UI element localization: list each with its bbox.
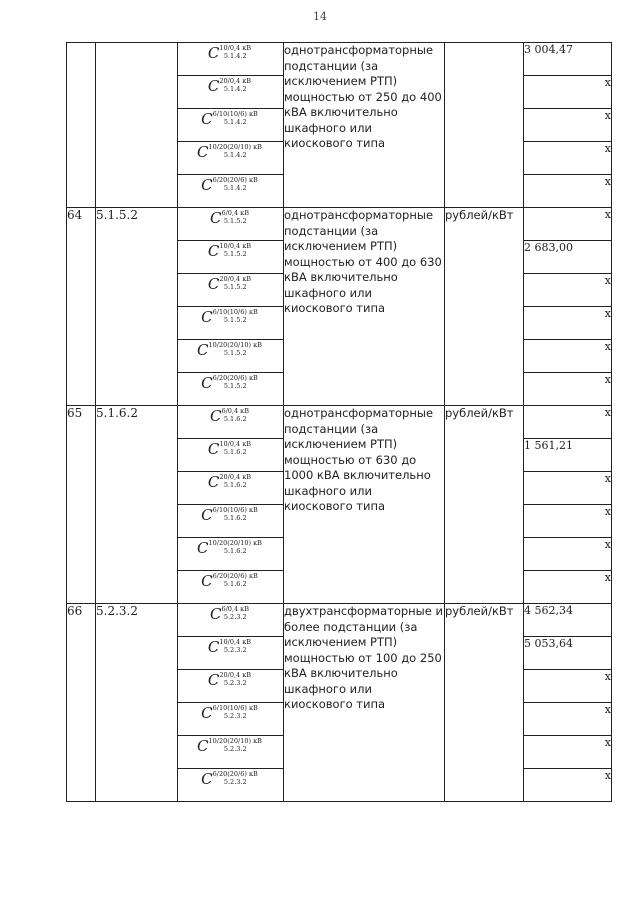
formula-symbol (201, 706, 260, 721)
formula-cell (178, 274, 284, 307)
formula-symbol (197, 343, 264, 358)
formula-voltage: 10/20(20/10) кВ (208, 737, 262, 745)
formula-voltage: 10/0,4 кВ (219, 440, 252, 448)
formula-letter: C (197, 737, 209, 755)
page-number: 14 (313, 10, 327, 23)
rate-value-cell: x (524, 274, 612, 307)
item-code-cell: 5.1.6.2 (96, 406, 178, 604)
tariff-table-body (67, 43, 612, 802)
formula-index: 5.1.6.2 (223, 580, 247, 588)
formula-indices (219, 275, 251, 291)
rate-value-cell: x (524, 538, 612, 571)
table-row (67, 43, 612, 76)
rate-value-cell: x (524, 769, 612, 802)
formula-indices (221, 605, 249, 621)
formula-symbol (208, 79, 253, 94)
rate-value-cell: x (524, 109, 612, 142)
formula-letter: C (201, 506, 213, 524)
rate-value-cell: x (524, 307, 612, 340)
formula-voltage: 20/0,4 кВ (219, 671, 252, 679)
item-number-cell (67, 43, 96, 208)
formula-letter: C (197, 539, 209, 557)
formula-letter: C (209, 209, 222, 227)
formula-voltage: 20/0,4 кВ (219, 275, 252, 283)
formula-cell (178, 241, 284, 274)
formula-symbol (201, 310, 260, 325)
formula-indices (219, 44, 251, 60)
formula-indices (219, 671, 251, 687)
formula-index: 5.1.4.2 (223, 118, 247, 126)
formula-cell (178, 109, 284, 142)
formula-voltage: 6/20(20/6) кВ (212, 374, 258, 382)
formula-voltage: 6/10(10/6) кВ (212, 704, 258, 712)
formula-index: 5.1.5.2 (223, 250, 247, 258)
formula-letter: C (197, 341, 209, 359)
formula-symbol (210, 409, 251, 424)
rate-value-cell: x (524, 736, 612, 769)
formula-voltage: 6/20(20/6) кВ (212, 572, 258, 580)
formula-letter: C (207, 44, 220, 62)
rate-value-cell: x (524, 76, 612, 109)
formula-indices (221, 407, 249, 423)
formula-indices (221, 209, 249, 225)
rate-value-cell: 5 053,64 (524, 637, 612, 670)
formula-letter: C (197, 143, 209, 161)
formula-voltage: 6/20(20/6) кВ (212, 176, 258, 184)
formula-indices (219, 473, 251, 489)
formula-voltage: 10/20(20/10) кВ (208, 539, 262, 547)
rate-value-cell: x (524, 373, 612, 406)
formula-index: 5.2.3.2 (223, 646, 247, 654)
rate-value-cell: x (524, 670, 612, 703)
rate-value-cell: 4 562,34 (524, 604, 612, 637)
formula-symbol (201, 112, 260, 127)
rate-value-cell: x (524, 340, 612, 373)
formula-letter: C (207, 671, 220, 689)
formula-index: 5.2.3.2 (223, 712, 247, 720)
unit-cell: рублей/кВт (445, 406, 524, 604)
formula-cell (178, 439, 284, 472)
description-cell: двухтрансформаторные и более подстанции (за исключением РТП) мощностью от 100 до 250 кВА включительно шкафного или киоскового типа (284, 604, 445, 802)
formula-letter: C (201, 176, 213, 194)
description-cell: однотрансформаторные подстанции (за исключением РТП) мощностью от 250 до 400 кВА включительно шкафного или киоскового типа (284, 43, 445, 208)
formula-indices (209, 143, 262, 159)
formula-voltage: 6/0,4 кВ (221, 209, 250, 217)
rate-value-cell: 3 004,47 (524, 43, 612, 76)
rate-value-cell: x (524, 571, 612, 604)
formula-indices (213, 176, 258, 192)
formula-symbol (201, 772, 260, 787)
formula-index: 5.1.6.2 (223, 481, 247, 489)
formula-letter: C (207, 242, 220, 260)
formula-cell (178, 406, 284, 439)
formula-cell (178, 538, 284, 571)
description-cell: однотрансформаторные подстанции (за исключением РТП) мощностью от 630 до 1000 кВА включительно шкафного или киоскового типа (284, 406, 445, 604)
formula-indices (213, 704, 258, 720)
formula-index: 5.2.3.2 (223, 679, 247, 687)
tariff-table (66, 42, 612, 802)
formula-letter: C (201, 110, 213, 128)
formula-cell (178, 736, 284, 769)
formula-cell (178, 373, 284, 406)
rate-value-cell: x (524, 142, 612, 175)
formula-cell (178, 76, 284, 109)
rate-value-cell: x (524, 208, 612, 241)
formula-cell (178, 505, 284, 538)
formula-voltage: 10/20(20/10) кВ (208, 143, 262, 151)
formula-letter: C (209, 407, 222, 425)
formula-letter: C (207, 77, 220, 95)
item-code-cell: 5.2.3.2 (96, 604, 178, 802)
formula-index: 5.1.6.2 (223, 547, 247, 555)
table-row (67, 604, 612, 637)
formula-symbol (201, 376, 260, 391)
formula-symbol (201, 178, 260, 193)
formula-indices (213, 572, 258, 588)
formula-voltage: 6/10(10/6) кВ (212, 308, 258, 316)
formula-indices (209, 737, 262, 753)
formula-index: 5.1.5.2 (223, 349, 247, 357)
formula-cell (178, 340, 284, 373)
item-code-cell: 5.1.5.2 (96, 208, 178, 406)
formula-cell (178, 703, 284, 736)
rate-value-cell: x (524, 175, 612, 208)
formula-letter: C (207, 473, 220, 491)
unit-cell: рублей/кВт (445, 604, 524, 802)
formula-voltage: 10/0,4 кВ (219, 242, 252, 250)
formula-symbol (210, 607, 251, 622)
table-row (67, 406, 612, 439)
formula-indices (213, 374, 258, 390)
formula-index: 5.2.3.2 (223, 778, 247, 786)
formula-symbol (210, 211, 251, 226)
formula-letter: C (201, 770, 213, 788)
formula-voltage: 20/0,4 кВ (219, 77, 252, 85)
formula-index: 5.1.4.2 (223, 85, 247, 93)
formula-cell (178, 43, 284, 76)
formula-index: 5.2.3.2 (223, 745, 247, 753)
formula-indices (213, 506, 258, 522)
formula-voltage: 10/20(20/10) кВ (208, 341, 262, 349)
formula-index: 5.2.3.2 (223, 613, 247, 621)
formula-index: 5.1.5.2 (223, 316, 247, 324)
rate-value-cell: 1 561,21 (524, 439, 612, 472)
unit-cell: рублей/кВт (445, 208, 524, 406)
formula-index: 5.1.4.2 (223, 151, 247, 159)
formula-index: 5.1.5.2 (223, 283, 247, 291)
formula-indices (219, 242, 251, 258)
formula-cell (178, 307, 284, 340)
formula-symbol (208, 475, 253, 490)
formula-symbol (201, 508, 260, 523)
formula-letter: C (201, 704, 213, 722)
formula-symbol (197, 739, 264, 754)
formula-index: 5.1.6.2 (223, 415, 247, 423)
formula-cell (178, 175, 284, 208)
formula-indices (213, 770, 258, 786)
item-number-cell: 64 (67, 208, 96, 406)
formula-indices (219, 77, 251, 93)
formula-letter: C (207, 440, 220, 458)
formula-voltage: 6/0,4 кВ (221, 605, 250, 613)
formula-cell (178, 769, 284, 802)
formula-voltage: 20/0,4 кВ (219, 473, 252, 481)
formula-cell (178, 604, 284, 637)
formula-index: 5.1.6.2 (223, 448, 247, 456)
formula-indices (213, 308, 258, 324)
rate-value-cell: x (524, 406, 612, 439)
formula-letter: C (209, 605, 222, 623)
formula-letter: C (207, 275, 220, 293)
formula-indices (219, 440, 251, 456)
formula-index: 5.1.5.2 (223, 382, 247, 390)
formula-voltage: 6/10(10/6) кВ (212, 110, 258, 118)
formula-letter: C (207, 638, 220, 656)
formula-symbol (197, 145, 264, 160)
formula-index: 5.1.6.2 (223, 514, 247, 522)
formula-indices (219, 638, 251, 654)
formula-cell (178, 571, 284, 604)
formula-symbol (208, 244, 253, 259)
table-row (67, 208, 612, 241)
formula-cell (178, 670, 284, 703)
formula-index: 5.1.4.2 (223, 184, 247, 192)
formula-voltage: 6/10(10/6) кВ (212, 506, 258, 514)
item-number-cell: 65 (67, 406, 96, 604)
formula-index: 5.1.5.2 (223, 217, 247, 225)
unit-cell (445, 43, 524, 208)
formula-cell (178, 142, 284, 175)
formula-letter: C (201, 572, 213, 590)
formula-voltage: 6/20(20/6) кВ (212, 770, 258, 778)
formula-voltage: 10/0,4 кВ (219, 44, 252, 52)
rate-value-cell: x (524, 505, 612, 538)
formula-indices (209, 341, 262, 357)
formula-symbol (208, 46, 253, 61)
formula-indices (213, 110, 258, 126)
formula-symbol (208, 673, 253, 688)
formula-indices (209, 539, 262, 555)
rate-value-cell: x (524, 703, 612, 736)
item-number-cell: 66 (67, 604, 96, 802)
formula-index: 5.1.4.2 (223, 52, 247, 60)
formula-voltage: 6/0,4 кВ (221, 407, 250, 415)
formula-voltage: 10/0,4 кВ (219, 638, 252, 646)
rate-value-cell: 2 683,00 (524, 241, 612, 274)
formula-cell (178, 472, 284, 505)
formula-symbol (208, 277, 253, 292)
formula-symbol (201, 574, 260, 589)
rate-value-cell: x (524, 472, 612, 505)
formula-cell (178, 208, 284, 241)
formula-letter: C (201, 308, 213, 326)
item-code-cell (96, 43, 178, 208)
formula-letter: C (201, 374, 213, 392)
formula-cell (178, 637, 284, 670)
formula-symbol (197, 541, 264, 556)
description-cell: однотрансформаторные подстанции (за исключением РТП) мощностью от 400 до 630 кВА включительно шкафного или киоскового типа (284, 208, 445, 406)
formula-symbol (208, 442, 253, 457)
formula-symbol (208, 640, 253, 655)
